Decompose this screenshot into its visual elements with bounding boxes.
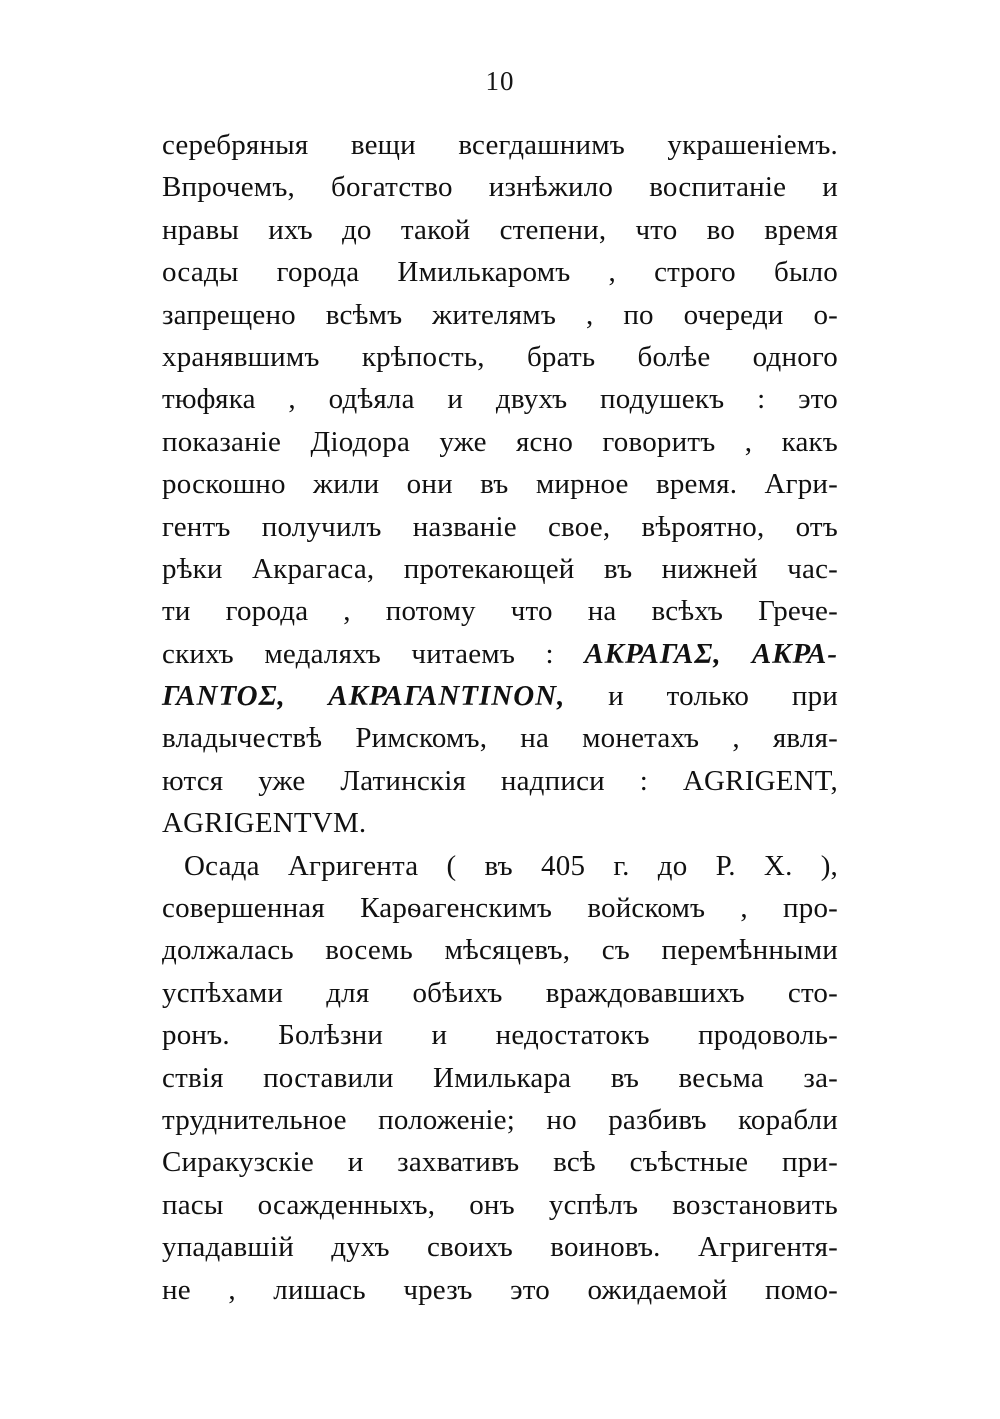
text-line-5: запрещено всѣмъ жителямъ , по очереди о- [162,298,838,331]
text-line-19: совершенная Карѳагенскимъ войскомъ , про- [162,892,838,925]
text-line-20: должалась восемь мѣсяцевъ, съ перемѣнными [162,934,838,967]
text-line-12: ти города , потому что на всѣхъ Грече- [162,595,838,628]
text-line-10: гентъ получилъ названіе свое, вѣроятно, отъ [162,510,838,543]
page-number: 10 [485,66,515,96]
text-line-16: ются уже Латинскія надписи : AGRIGENT, [162,764,838,797]
text-line-1: серебряныя вещи всегдашнимъ украшеніемъ. [162,129,838,161]
text-line-17: AGRIGENTVM. [162,807,367,840]
text-line-26: пасы осажденныхъ, онъ успѣлъ возстановить [162,1188,838,1221]
text-line-22: ронъ. Болѣзни и недостатокъ продоволь- [162,1019,838,1052]
text-line-13 [162,633,838,675]
text-line-6: хранявшимъ крѣпость, брать болѣе одного [162,340,838,373]
text-line-18-paragraph-start: Осада Агригента ( въ 405 г. до Р. Х. ), [184,849,838,882]
greek-inscription: ΑΚΡΑΓΑΣ, ΑΚΡΑ- [584,637,839,670]
text-line-23: ствія поставили Имилькара въ весьма за- [162,1061,838,1094]
text-line-14 [162,675,838,717]
text-line-11: рѣки Акрагаса, протекающей въ нижней час- [162,552,838,585]
text-line-24: труднительное положеніе; но разбивъ корабли [162,1103,838,1136]
body-text [162,124,838,1311]
text-line-3: нравы ихъ до такой степени, что во время [162,213,838,246]
text-line-25: Сиракузскіе и захвативъ всѣ съѣстные при- [162,1146,838,1179]
text-segment: и только при [608,680,838,713]
text-line-2: Впрочемъ, богатство изнѣжило воспитаніе и [162,171,838,204]
text-line-15: владычествѣ Римскомъ, на монетахъ , явля- [162,722,838,755]
text-segment: скихъ медаляхъ читаемъ : [162,637,554,670]
text-line-21: успѣхами для обѣихъ враждовавшихъ сто- [162,976,838,1009]
text-line-9: роскошно жили они въ мирное время. Агри- [162,468,838,501]
greek-inscription: ΓΑΝΤΟΣ, ΑΚΡΑΓΑΝΤΙΝΟΝ, [162,680,566,713]
text-line-28: не , лишась чрезъ это ожидаемой помо- [162,1273,838,1306]
text-line-27: упадавшій духъ своихъ воиновъ. Агригентя- [162,1231,838,1264]
text-line-4: осады города Имилькаромъ , строго было [162,256,838,289]
text-line-8: показаніе Діодора уже ясно говоритъ , какъ [162,425,838,458]
text-line-7: тюфяка , одѣяла и двухъ подушекъ : это [162,383,838,416]
